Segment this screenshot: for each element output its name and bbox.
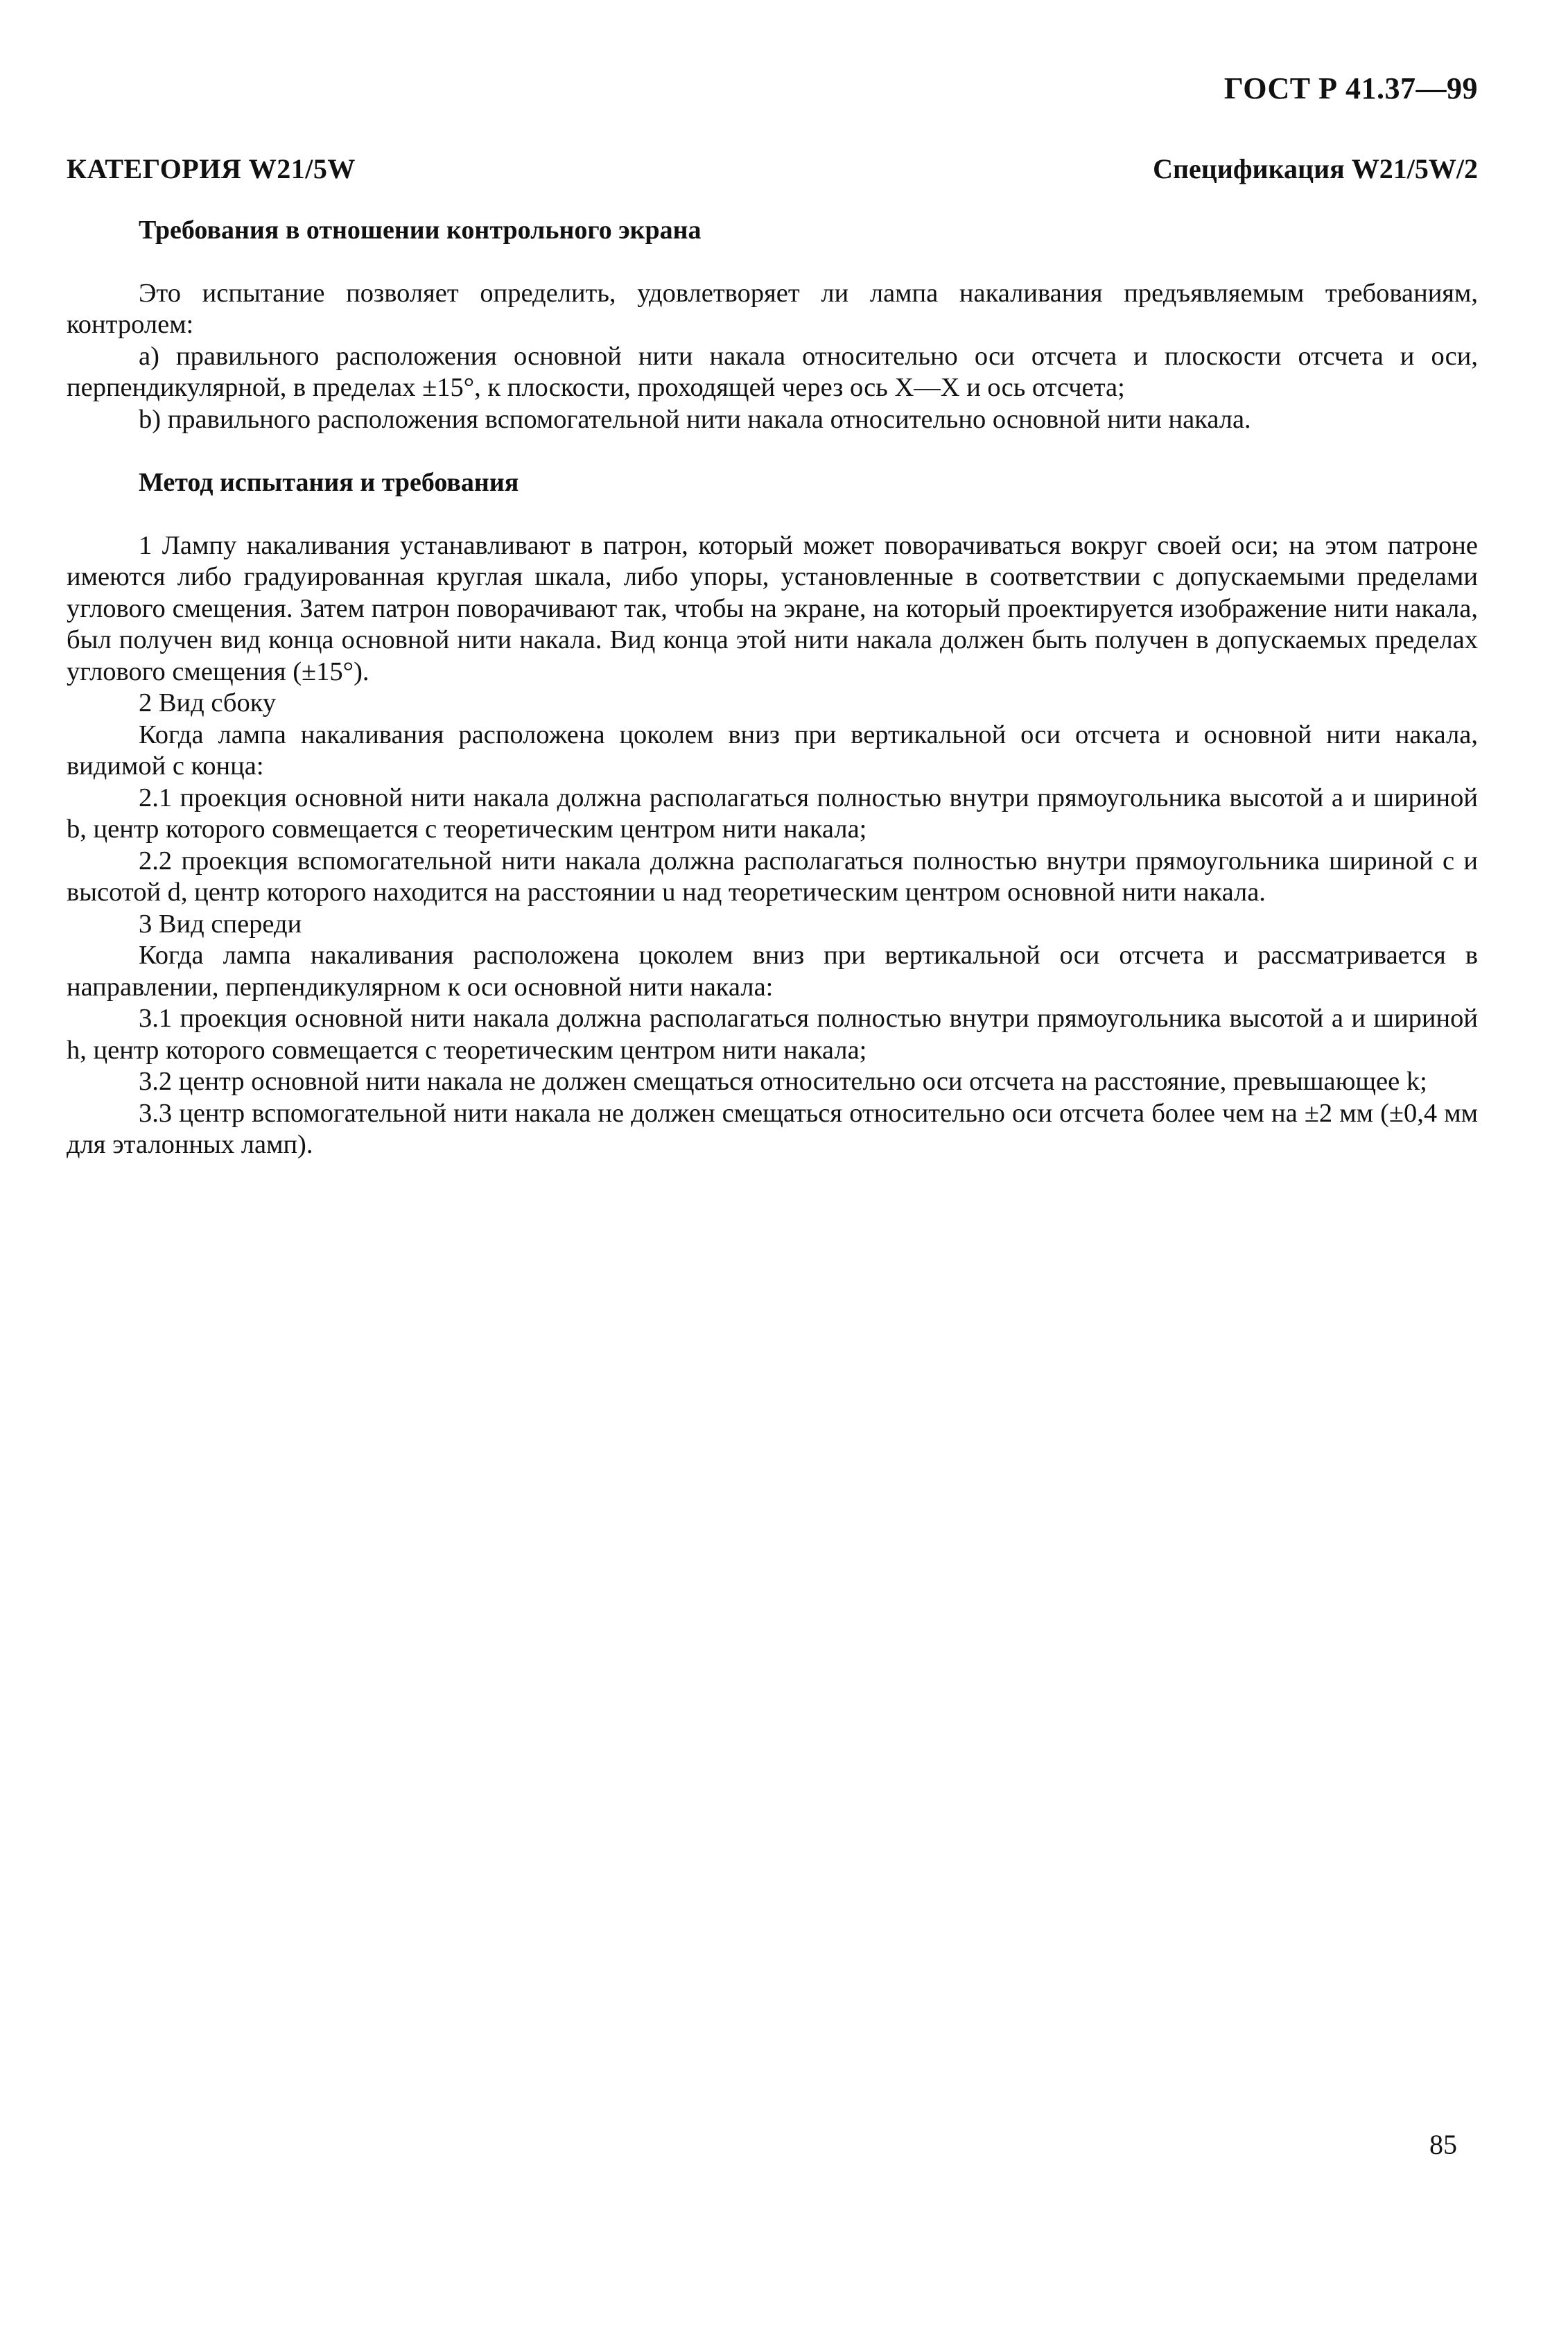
paragraph: Когда лампа накаливания расположена цоколем вниз при вертикальной оси отсчета и основной нити накала, видимой с конца: — [67, 720, 1478, 781]
paragraph: Это испытание позволяет определить, удовлетворяет ли лампа накаливания предъявляемым требованиям, контролем: — [67, 278, 1478, 339]
paragraph: а) правильного расположения основной нити накала относительно оси отсчета и плоскости отсчета и оси, перпендикулярной, в пределах ±15°, к плоскости, проходящей через ось X—X и ось отсчета; — [67, 341, 1478, 402]
paragraph: 3.1 проекция основной нити накала должна располагаться полностью внутри прямоугольника высотой a и шириной h, центр которого совмещается с теоретическим центром нити накала; — [67, 1004, 1478, 1065]
paragraph: b) правильного расположения вспомогательной нити накала относительно основной нити накала. — [139, 404, 1251, 434]
subheading-side-view: 2 Вид сбоку — [139, 688, 277, 717]
section-heading-screen-requirements: Требования в отношении контрольного экрана — [139, 216, 702, 245]
paragraph: 2.1 проекция основной нити накала должна располагаться полностью внутри прямоугольника высотой a и шириной b, центр которого совмещается с теоретическим центром нити накала; — [67, 783, 1478, 844]
paragraph: 2.2 проекция вспомогательной нити накала должна располагаться полностью внутри прямоугольника шириной c и высотой d, центр которого находится на расстоянии u над теоретическим центром основной нити накала. — [67, 846, 1478, 907]
paragraph: 3.3 центр вспомогательной нити накала не должен смещаться относительно оси отсчета более чем на ±2 мм (±0,4 мм для эталонных ламп). — [67, 1098, 1478, 1159]
header-row — [67, 153, 1478, 194]
document-body — [67, 215, 1478, 1161]
paragraph: 3.2 центр основной нити накала не должен смещаться относительно оси отсчета на расстояние, превышающее k; — [139, 1067, 1427, 1096]
standard-number: ГОСТ Р 41.37—99 — [1223, 71, 1478, 105]
paragraph: 1 Лампу накаливания устанавливают в патрон, который может поворачиваться вокруг своей оси; на этом патроне имеются либо градуированная круглая шкала, либо упоры, установленные в соответствии с допускаемыми пределами углового смещения. Затем патрон поворачивают так, чтобы на экране, на который проектируется изображение нити накала, был получен вид конца основной нити накала. Вид конца этой нити накала должен быть получен в допускаемых пределах углового смещения (±15°). — [67, 530, 1478, 686]
specification-title: Спецификация W21/5W/2 — [1153, 153, 1478, 184]
paragraph: Когда лампа накаливания расположена цоколем вниз при вертикальной оси отсчета и рассматривается в направлении, перпендикулярном к оси основной нити накала: — [67, 941, 1478, 1002]
section-heading-test-method: Метод испытания и требования — [139, 468, 519, 497]
category-title: КАТЕГОРИЯ W21/5W — [67, 153, 356, 184]
subheading-front-view: 3 Вид спереди — [139, 909, 302, 939]
page-number: 85 — [1429, 2129, 1457, 2160]
